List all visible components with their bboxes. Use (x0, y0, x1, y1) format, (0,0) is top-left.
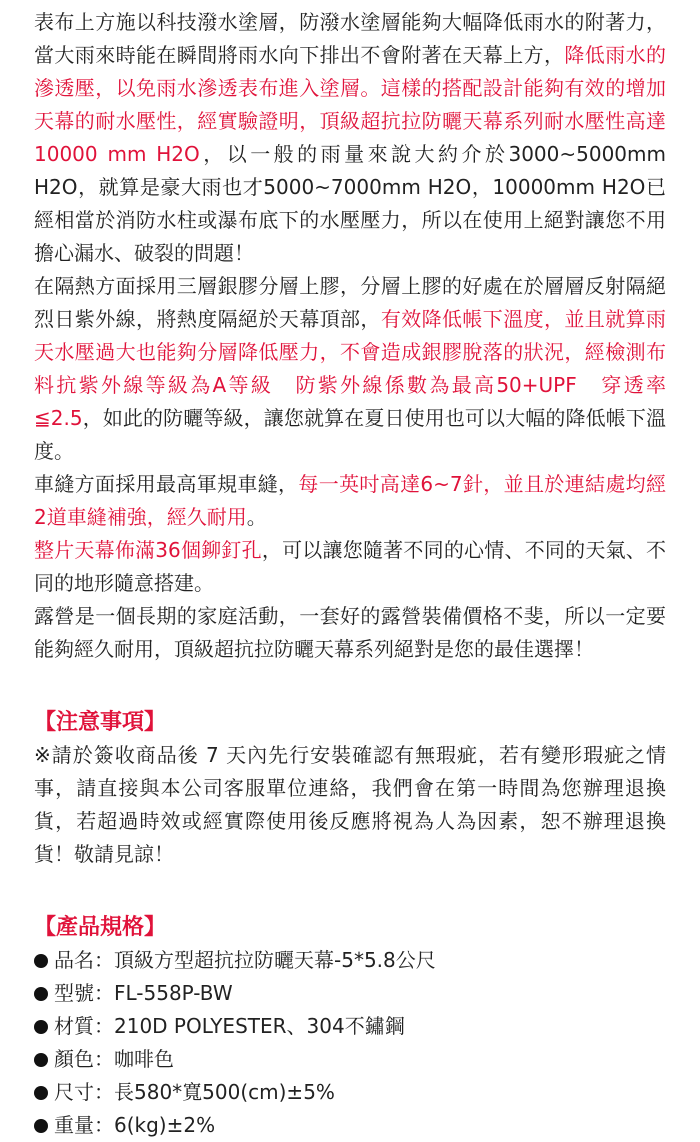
body-text: ，如此的防曬等級，讓您就算在夏日使用也可以大幅的降低帳下溫度。 (34, 406, 666, 463)
notice-heading: 【注意事項】 (34, 710, 167, 735)
spec-item (34, 977, 666, 1010)
spec-item (34, 1010, 666, 1043)
spec-text: 重量：6(kg)±2% (54, 1113, 216, 1137)
spec-text: 材質：210D POLYESTER、304不鏽鋼 (54, 1014, 405, 1038)
paragraph-stitch (34, 468, 666, 534)
body-text: ，可以讓您隨著不同的心情、不同的天氣、不同的地形隨意搭建。 (34, 538, 667, 595)
spec-list (34, 944, 666, 1142)
paragraph-heat (34, 270, 666, 468)
paragraph-waterproof (34, 6, 686, 270)
bullet-icon (34, 1053, 48, 1067)
body-text: 。 (246, 505, 267, 529)
paragraph-closing (34, 600, 666, 666)
bullet-icon (34, 1086, 48, 1100)
notice-text: ※請於簽收商品後 7 天內先行安裝確認有無瑕疵，若有變形瑕疵之情事，請直接與本公司客服單位連絡，我們會在第一時間為您辦理退換貨，若超過時效或經實際使用後反應將視為人為因素，恕不辦理退換貨！敬請見諒！ (34, 743, 666, 866)
spec-text: 型號：FL-558P-BW (54, 981, 233, 1005)
spacer (34, 666, 666, 706)
spec-item (34, 1076, 666, 1109)
bullet-icon (34, 1020, 48, 1034)
spec-item (34, 944, 666, 977)
highlight-text: 每一英吋高達6~7針，並且於連結處均經2道車縫補強，經久耐用 (34, 472, 666, 529)
spec-item (34, 1043, 666, 1076)
spacer (34, 871, 666, 911)
spec-text: 品名：頂級方型超抗拉防曬天幕-5*5.8公尺 (54, 948, 436, 972)
product-description (34, 6, 686, 1142)
bullet-icon (34, 954, 48, 968)
body-text: 露營是一個長期的家庭活動，一套好的露營裝備價格不斐，所以一定要能夠經久耐用，頂級超抗拉防曬天幕系列絕對是您的最佳選擇！ (34, 604, 666, 661)
specs-heading: 【產品規格】 (34, 915, 167, 940)
bullet-icon (34, 1119, 48, 1133)
body-text: ，以一般的雨量來說大約介於3000~5000mm H2O，就算是豪大雨也才5000~7000mm H2O，10000mm H2O已經相當於消防水柱或瀑布底下的水壓壓力，所以在使用上絕對讓您不用擔心漏水、破裂的問題！ (34, 142, 666, 265)
spec-text: 顏色：咖啡色 (54, 1047, 174, 1071)
highlight-text: 整片天幕佈滿36個鉚釘孔 (34, 538, 262, 562)
description-body (34, 6, 686, 666)
bullet-icon (34, 987, 48, 1001)
highlight-text: 有效降低帳下溫度，並且就算雨天水壓過大也能夠分層降低壓力，不會造成銀膠脫落的狀況，經檢測布料抗紫外線等級為A等級 防紫外線係數為最高50+UPF 穿透率≦2.5 (34, 307, 667, 430)
spec-text: 尺寸：長580*寬500(cm)±5% (54, 1080, 335, 1104)
spec-item (34, 1109, 666, 1142)
body-text: 在隔熱方面採用三層銀膠分層上膠，分層上膠的好處在於層層反射隔絕烈日紫外線，將熱度隔絕於天幕頂部， (34, 274, 666, 331)
highlight-text: 降低雨水的滲透壓，以免雨水滲透表布進入塗層。這樣的搭配設計能夠有效的增加天幕的耐水壓性，經實驗證明，頂級超抗拉防曬天幕系列耐水壓性高達 10000 mm H2O (34, 43, 686, 166)
body-text: 車縫方面採用最高軍規車縫， (34, 472, 299, 496)
body-text: 表布上方施以科技潑水塗層，防潑水塗層能夠大幅降低雨水的附著力，當大雨來時能在瞬間將雨水向下排出不會附著在天幕上方， (34, 10, 666, 67)
paragraph-rivets (34, 534, 666, 600)
